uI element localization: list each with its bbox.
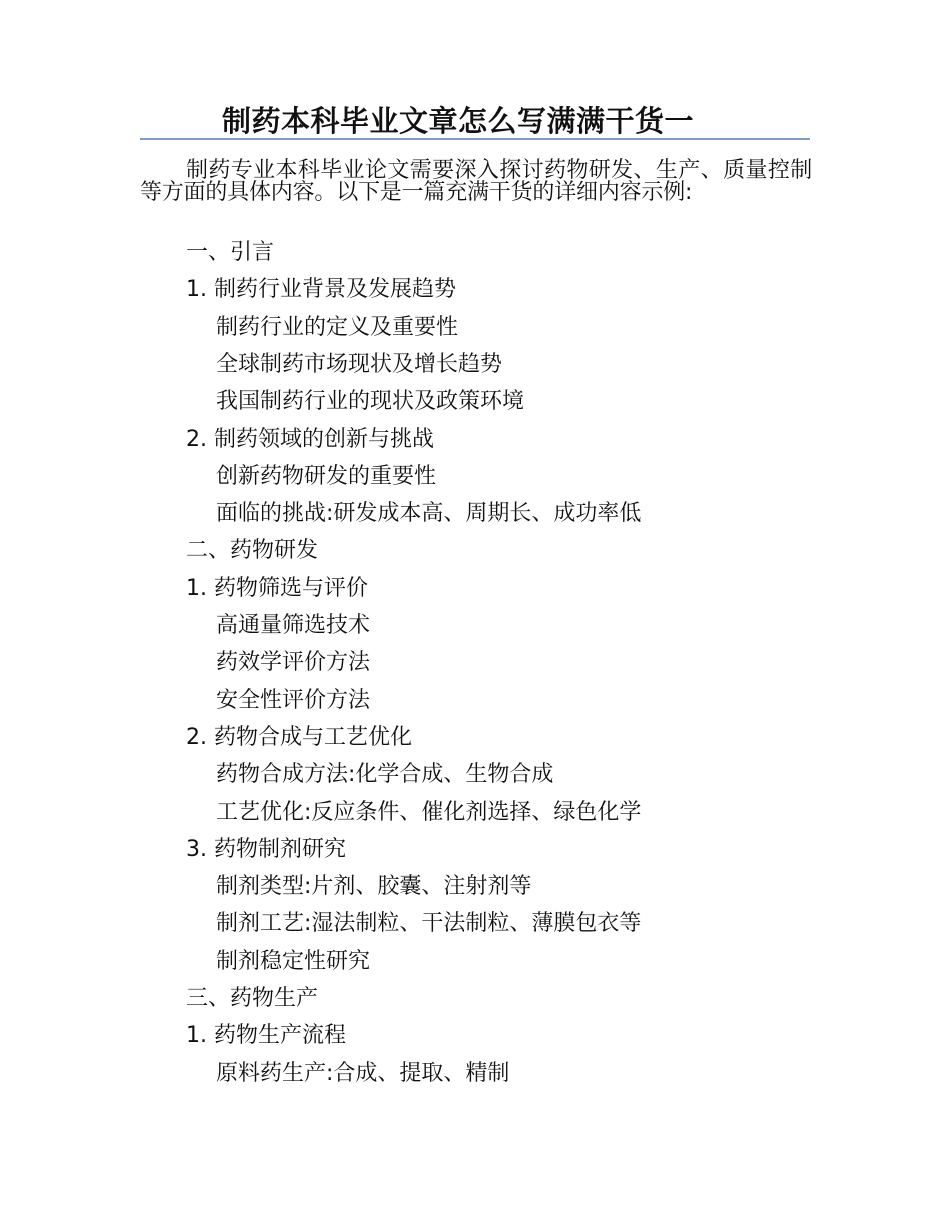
outline-item: 药物合成方法:化学合成、生物合成 <box>216 762 554 788</box>
outline-item: 药效学评价方法 <box>216 650 371 676</box>
subsection-heading: 3. 药物制剂研究 <box>186 836 346 862</box>
outline-item: 高通量筛选技术 <box>216 613 371 638</box>
outline-item: 制药行业的定义及重要性 <box>216 314 459 340</box>
section-heading: 二、药物研发 <box>186 538 319 564</box>
document-title: 制药本科毕业文章怎么写满满干货一 <box>222 104 695 138</box>
outline-item: 全球制药市场现状及增长趋势 <box>216 351 503 377</box>
outline-item: 面临的挑战:研发成本高、周期长、成功率低 <box>216 501 642 527</box>
section-heading: 三、药物生产 <box>186 986 319 1011</box>
title-underline <box>140 138 810 140</box>
outline-item: 创新药物研发的重要性 <box>216 463 437 489</box>
outline-item: 我国制药行业的现状及政策环境 <box>216 389 525 415</box>
subsection-heading: 1. 制药行业背景及发展趋势 <box>186 277 456 303</box>
section-heading: 一、引言 <box>186 240 275 265</box>
subsection-heading: 1. 药物生产流程 <box>186 1023 346 1049</box>
subsection-heading: 2. 制药领域的创新与挑战 <box>186 426 434 452</box>
outline-item: 制剂类型:片剂、胶囊、注射剂等 <box>216 874 532 900</box>
intro-paragraph: 制药专业本科毕业论文需要深入探讨药物研发、生产、质量控制等方面的具体内容。以下是一篇充满干货的详细内容示例: <box>140 158 812 205</box>
outline-item: 制剂工艺:湿法制粒、干法制粒、薄膜包衣等 <box>216 911 642 937</box>
outline-item: 安全性评价方法 <box>216 687 371 713</box>
subsection-heading: 1. 药物筛选与评价 <box>186 575 368 601</box>
outline-item: 制剂稳定性研究 <box>216 948 371 974</box>
outline-item: 工艺优化:反应条件、催化剂选择、绿色化学 <box>216 799 642 825</box>
outline-item: 原料药生产:合成、提取、精制 <box>216 1060 510 1086</box>
subsection-heading: 2. 药物合成与工艺优化 <box>186 724 412 750</box>
